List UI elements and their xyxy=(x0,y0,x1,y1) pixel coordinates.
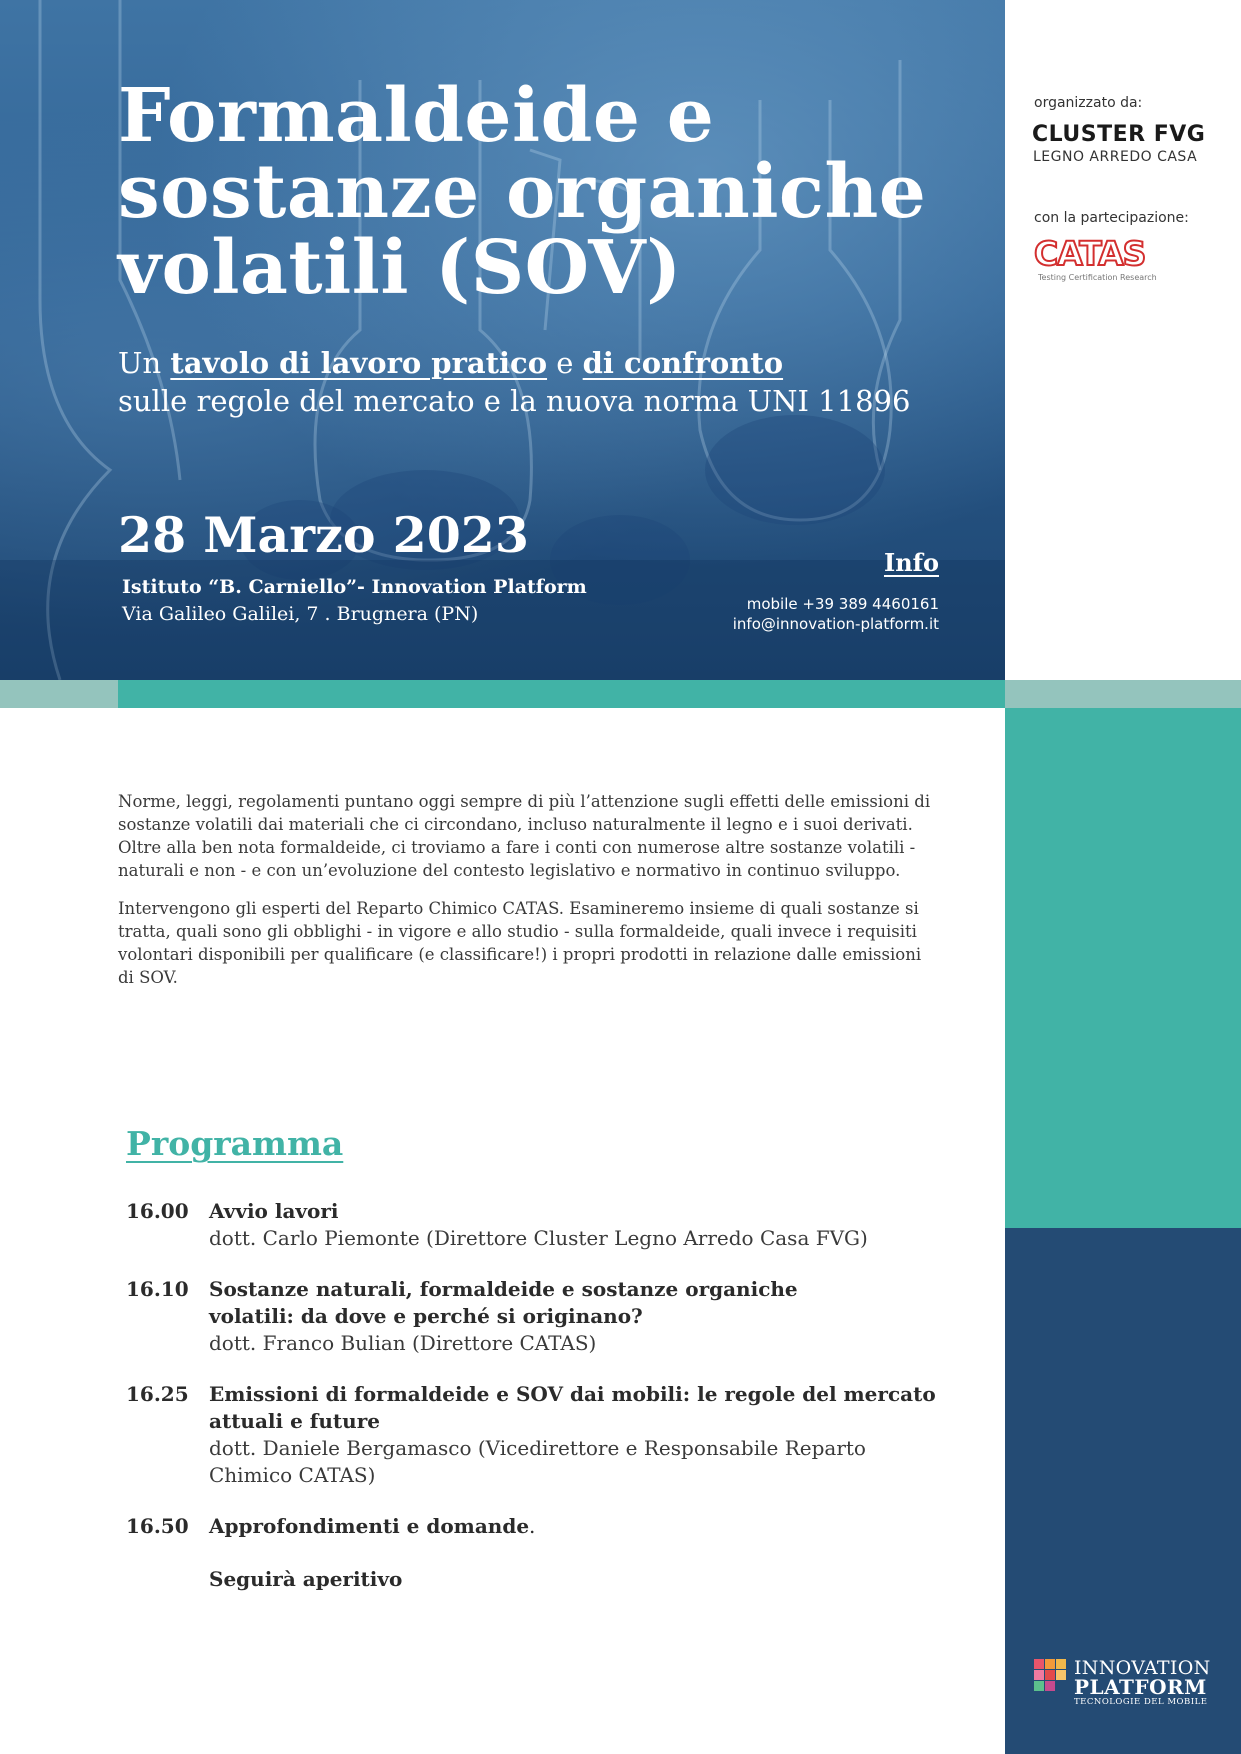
program-speaker: dott. Daniele Bergamasco (Vicedirettore e Responsabile Reparto Chimico CATAS) xyxy=(209,1436,866,1487)
intro-paragraph-2: Intervengono gli esperti del Reparto Chimico CATAS. Esamineremo insieme di quali sostanze si tratta, quali sono gli obblighi - in vigore e allo studio - sulla formaldeide, quali invece i requisiti volontari disponibili per qualificare (e classificare!) i propri prodotti in relazione dalle emissioni di SOV. xyxy=(118,899,922,987)
program-time-empty xyxy=(126,1566,209,1593)
program-heading: Programma xyxy=(126,1124,344,1163)
subtitle-prefix: Un xyxy=(118,346,171,380)
subtitle-conjunction: e xyxy=(547,346,583,380)
program-list xyxy=(126,1198,946,1617)
program-time: 16.10 xyxy=(126,1277,189,1301)
program-time: 16.00 xyxy=(126,1199,189,1223)
program-topic: Avvio lavori xyxy=(209,1199,339,1223)
info-heading: Info xyxy=(883,548,939,577)
program-time: 16.50 xyxy=(126,1514,189,1538)
subtitle-emphasis-1: tavolo di lavoro pratico xyxy=(170,346,548,380)
event-subtitle xyxy=(118,344,998,420)
divider-band-left xyxy=(0,680,118,708)
intro-paragraph-1: Norme, leggi, regolamenti puntano oggi sempre di più l’attenzione sugli effetti delle emissioni di sostanze volatili dai materiali che ci circondano, incluso naturalmente il legno e i suoi derivati. Oltre alla ben nota formaldeide, ci troviamo a fare i conti con numerose altre sostanze volatili - naturali e non - e con un’evoluzione del contesto legislativo e normativo in continuo sviluppo. xyxy=(118,792,931,880)
catas-logo-tagline: Testing Certification Research xyxy=(1038,273,1157,282)
ip-squares-icon xyxy=(1034,1659,1068,1693)
ip-logo-line-3: TECNOLOGIE DEL MOBILE xyxy=(1074,1697,1208,1707)
program-details xyxy=(209,1198,946,1252)
program-details xyxy=(209,1276,946,1357)
participation-label: con la partecipazione: xyxy=(1034,210,1189,226)
catas-logo xyxy=(1034,236,1164,286)
hero-banner xyxy=(0,0,1005,680)
program-details xyxy=(209,1513,946,1540)
venue-address: Via Galileo Galilei, 7 . Brugnera (PN) xyxy=(122,603,479,625)
intro-text xyxy=(118,790,938,1004)
side-panel-teal xyxy=(1005,708,1241,1228)
program-topic-suffix: . xyxy=(529,1514,536,1538)
program-details xyxy=(209,1566,946,1593)
program-item xyxy=(126,1566,946,1593)
divider-band-teal xyxy=(118,680,1005,708)
cluster-fvg-subtitle: LEGNO ARREDO CASA xyxy=(1033,149,1198,165)
program-item xyxy=(126,1381,946,1489)
subtitle-line-2: sulle regole del mercato e la nuova norma UNI 11896 xyxy=(118,384,911,418)
program-speaker: dott. Carlo Piemonte (Direttore Cluster Legno Arredo Casa FVG) xyxy=(209,1226,868,1250)
event-venue xyxy=(122,574,587,628)
program-topic: Sostanze naturali, formaldeide e sostanze organiche volatili: da dove e perché si originano? xyxy=(209,1277,798,1328)
program-item xyxy=(126,1198,946,1252)
program-topic: Approfondimenti e domande xyxy=(209,1514,530,1538)
info-phone[interactable]: mobile +39 389 4460161 xyxy=(746,595,939,613)
event-date: 28 Marzo 2023 xyxy=(118,506,529,564)
event-title: Formaldeide e sostanze organiche volatili (SOV) xyxy=(118,73,927,311)
innovation-platform-logo xyxy=(1034,1657,1224,1705)
program-details xyxy=(209,1381,946,1489)
program-item xyxy=(126,1276,946,1357)
ip-logo-line-2: PLATFORM xyxy=(1074,1675,1207,1699)
divider-band-right xyxy=(1005,680,1241,708)
program-topic: Emissioni di formaldeide e SOV dai mobili: le regole del mercato attuali e future xyxy=(209,1382,936,1433)
info-contacts xyxy=(733,594,939,634)
catas-logo-wordmark: CATAS xyxy=(1034,234,1146,273)
program-closing: Seguirà aperitivo xyxy=(209,1567,403,1591)
ip-logo-line-1: INNOVATION xyxy=(1074,1657,1211,1679)
info-email[interactable]: info@innovation-platform.it xyxy=(732,615,939,633)
subtitle-emphasis-2: di confronto xyxy=(582,346,784,380)
organized-by-label: organizzato da: xyxy=(1034,95,1143,111)
program-speaker: dott. Franco Bulian (Direttore CATAS) xyxy=(209,1331,597,1355)
program-item xyxy=(126,1513,946,1540)
venue-name: Istituto “B. Carniello”- Innovation Platform xyxy=(122,576,587,598)
cluster-fvg-logo: CLUSTER FVG xyxy=(1032,122,1206,147)
program-time: 16.25 xyxy=(126,1382,189,1406)
